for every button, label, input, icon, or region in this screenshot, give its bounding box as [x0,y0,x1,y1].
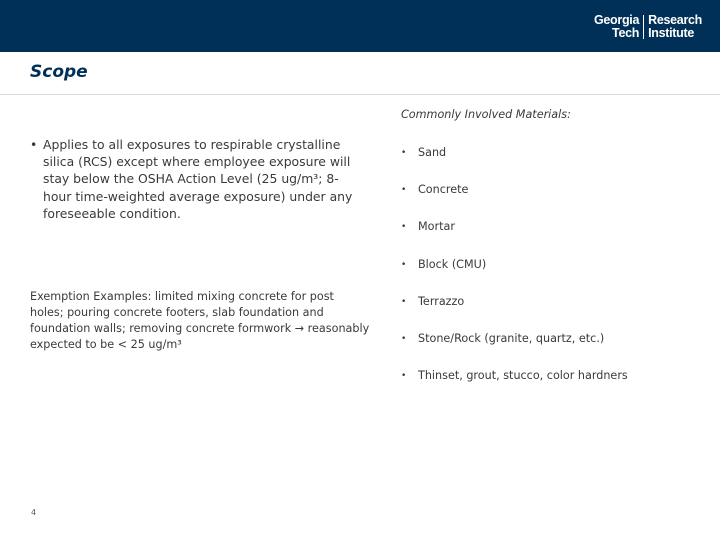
material-item-label: Terrazzo [418,294,465,308]
page-number: 4 [31,508,37,517]
material-item-label: Mortar [418,220,455,234]
scope-bullet [30,136,360,222]
material-item [401,146,628,183]
logo-right-block [648,14,702,40]
material-item-label: Stone/Rock (granite, quartz, etc.) [418,331,605,345]
bullet-icon: • [401,148,407,158]
title-divider [0,94,720,95]
material-item [401,258,628,295]
bullet-icon: • [401,371,407,382]
material-item [401,183,628,220]
material-item-label: Thinset, grout, stucco, color hardners [418,369,628,383]
bullet-icon: • [401,222,407,233]
logo-word-institute: Institute [648,26,695,40]
material-item [401,332,628,369]
scope-bullet-text: Applies to all exposures to respirable crystalline silica (RCS) except where employee exposure will stay below the OSHA Action Level (25 ug/m³; 8-hour time-weighted average exposure) under any foreseeable condition. [43,137,353,221]
material-item [401,369,628,406]
material-item [401,295,628,332]
materials-list [401,146,628,406]
material-item-label: Concrete [418,183,469,197]
logo-left-block [594,14,639,40]
material-item [401,220,628,257]
bullet-icon: • [401,259,407,270]
georgia-tech-research-institute-logo [594,14,702,40]
exemption-examples: Exemption Examples: limited mixing concrete for post holes; pouring concrete footers, slab foundation and foundation walls; removing concrete formwork → reasonably expected to be < 25 ug/m³ [30,290,370,352]
logo-word-research: Research [648,13,702,27]
materials-heading: Commonly Involved Materials: [401,108,571,121]
logo-divider [643,15,644,39]
bullet-icon: • [30,137,38,152]
bullet-icon: • [401,333,407,344]
slide-title: Scope [30,62,88,82]
bullet-icon: • [401,185,407,196]
material-item-label: Sand [418,146,447,159]
bullet-icon: • [401,296,407,307]
logo-word-tech: Tech [612,26,640,40]
material-item-label: Block (CMU) [418,257,487,271]
header-bar [0,0,720,52]
logo-word-georgia: Georgia [593,13,640,27]
